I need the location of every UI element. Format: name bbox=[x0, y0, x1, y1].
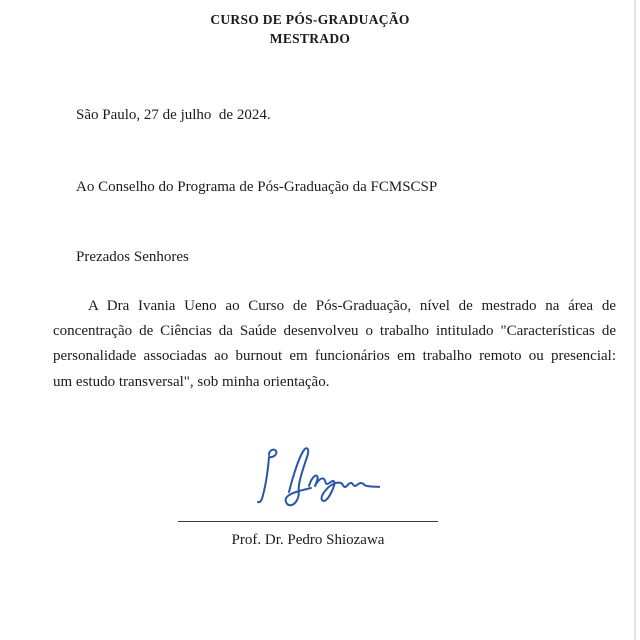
body-line-3: personalidade associadas ao burnout em funcionários em trabalho remoto ou presencial: bbox=[53, 348, 616, 365]
document-title-line2: MESTRADO bbox=[269, 31, 351, 46]
body-line-4: um estudo transversal", sob minha orientação. bbox=[53, 373, 330, 390]
signature-ink-icon bbox=[245, 441, 380, 507]
body-line-2: concentração de Ciências da Saúde desenvolveu o trabalho intitulado "Características de bbox=[53, 323, 616, 340]
document-title-line1: CURSO DE PÓS-GRADUAÇÃO bbox=[210, 12, 410, 27]
signatory-name: Prof. Dr. Pedro Shiozawa bbox=[231, 532, 385, 548]
handwritten-signature bbox=[245, 441, 380, 507]
body-paragraph bbox=[53, 294, 616, 395]
salutation-line: Prezados Senhores bbox=[76, 249, 189, 265]
body-line-1: A Dra Ivania Ueno ao Curso de Pós-Graduação, nível de mestrado na área de bbox=[88, 298, 616, 314]
recipient-line: Ao Conselho do Programa de Pós-Graduação da FCMSCSP bbox=[76, 179, 438, 195]
signature-rule bbox=[178, 521, 438, 522]
page-edge-line bbox=[634, 0, 636, 640]
document-title bbox=[30, 10, 590, 48]
date-line: São Paulo, 27 de julho de 2024. bbox=[76, 107, 271, 123]
